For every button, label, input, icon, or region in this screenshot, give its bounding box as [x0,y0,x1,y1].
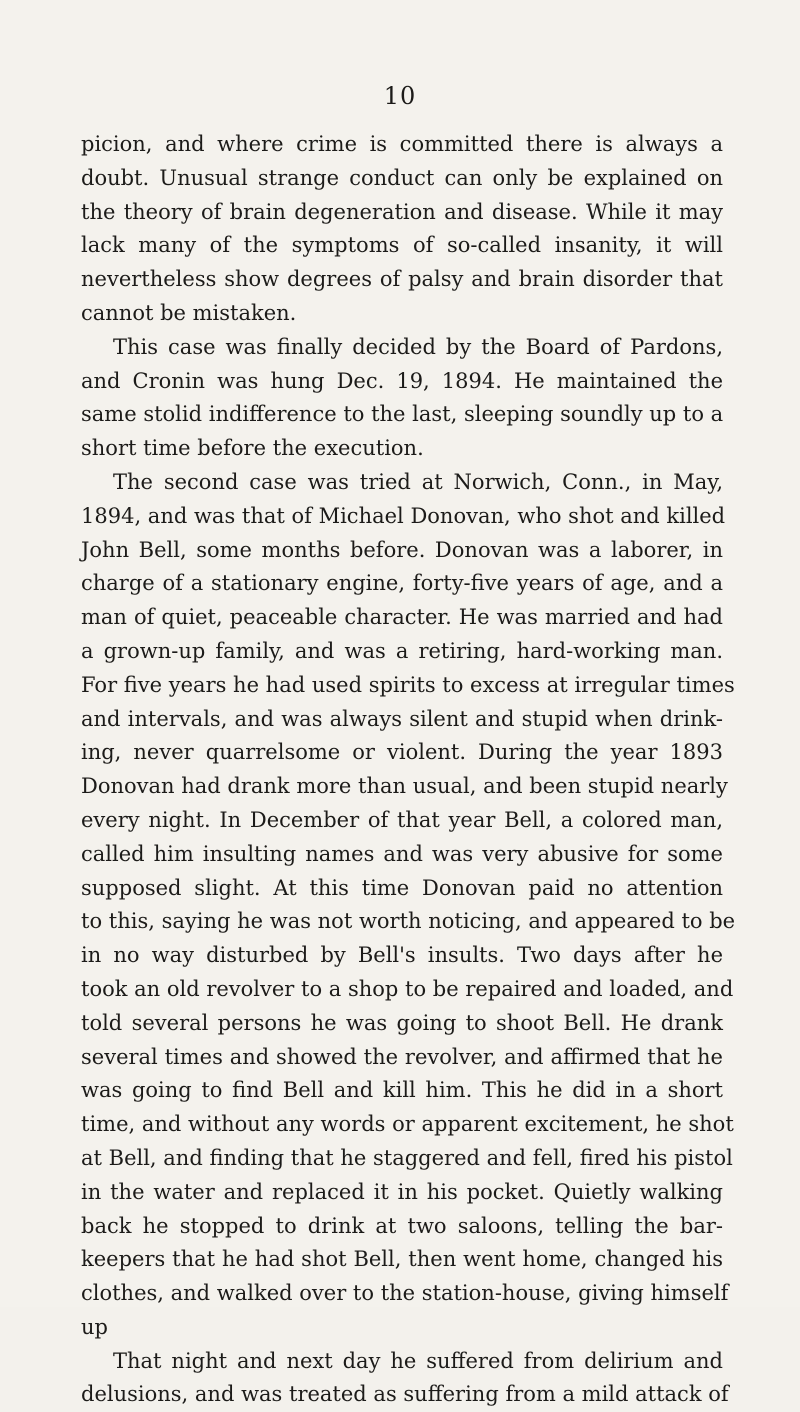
text-line: called him insulting names and was very abusive for some [81,841,723,866]
text-line: keepers that he had shot Bell, then went home, changed his [81,1247,723,1272]
text-line: at Bell, and finding that he staggered and fell, fired his pistol [81,1145,733,1170]
text-line: was going to find Bell and kill him. This he did in a short [81,1078,723,1103]
text-line: doubt. Unusual strange conduct can only be explained on [81,165,723,190]
text-line: ing, never quarrelsome or violent. During the year 1893 [81,740,723,765]
body-text [81,128,736,1412]
text-line: took an old revolver to a shop to be repaired and loaded, and [81,976,734,1001]
text-line: lack many of the symptoms of so-called insanity, it will [81,233,723,258]
text-line: short time before the execution. [81,436,424,461]
text-line: the theory of brain degeneration and disease. While it may [81,199,723,224]
text-line: charge of a stationary engine, forty-five years of age, and a [81,571,723,596]
text-line: clothes, and walked over to the station-house, giving himself [81,1281,729,1306]
text-line: Donovan had drank more than usual, and been stupid nearly [81,774,728,799]
text-line: For five years he had used spirits to excess at irregular times [81,672,735,697]
text-line: picion, and where crime is committed there is always a [81,132,723,156]
text-line: a grown-up family, and was a retiring, hard-working man. [81,638,723,663]
text-line: nevertheless show degrees of palsy and brain disorder that [81,267,723,292]
text-line: cannot be mistaken. [81,300,297,325]
text-line: and Cronin was hung Dec. 19, 1894. He maintained the [81,368,723,393]
text-line: The second case was tried at Norwich, Conn., in May, [113,469,723,494]
text-line: John Bell, some months before. Donovan was a laborer, in [81,537,723,562]
text-line: delusions, and was treated as suffering from a mild attack of [81,1382,729,1407]
text-line: several times and showed the revolver, and affirmed that he [81,1044,723,1069]
text-line: man of quiet, peaceable character. He was married and had [81,605,723,630]
text-line: and intervals, and was always silent and stupid when drink- [81,706,723,731]
text-line: up [81,1314,108,1339]
text-line: This case was finally decided by the Board of Pardons, [113,334,723,359]
text-line: same stolid indifference to the last, sleeping soundly up to a [81,402,724,427]
text-line: That night and next day he suffered from delirium and [113,1348,723,1373]
text-line: told several persons he was going to shoot Bell. He drank [81,1010,723,1035]
text-line: time, and without any words or apparent excitement, he shot [81,1112,734,1137]
text-line: back he stopped to drink at two saloons, telling the bar- [81,1213,723,1238]
text-line: in the water and replaced it in his pocket. Quietly walking [81,1179,723,1204]
page-number: 10 [383,82,417,110]
text-line: 1894, and was that of Michael Donovan, who shot and killed [81,503,726,528]
text-line: supposed slight. At this time Donovan paid no attention [81,875,723,900]
text-line: every night. In December of that year Bell, a colored man, [81,807,723,832]
text-line: in no way disturbed by Bell's insults. Two days after he [81,943,723,968]
text-line: to this, saying he was not worth noticing, and appeared to be [81,909,736,934]
